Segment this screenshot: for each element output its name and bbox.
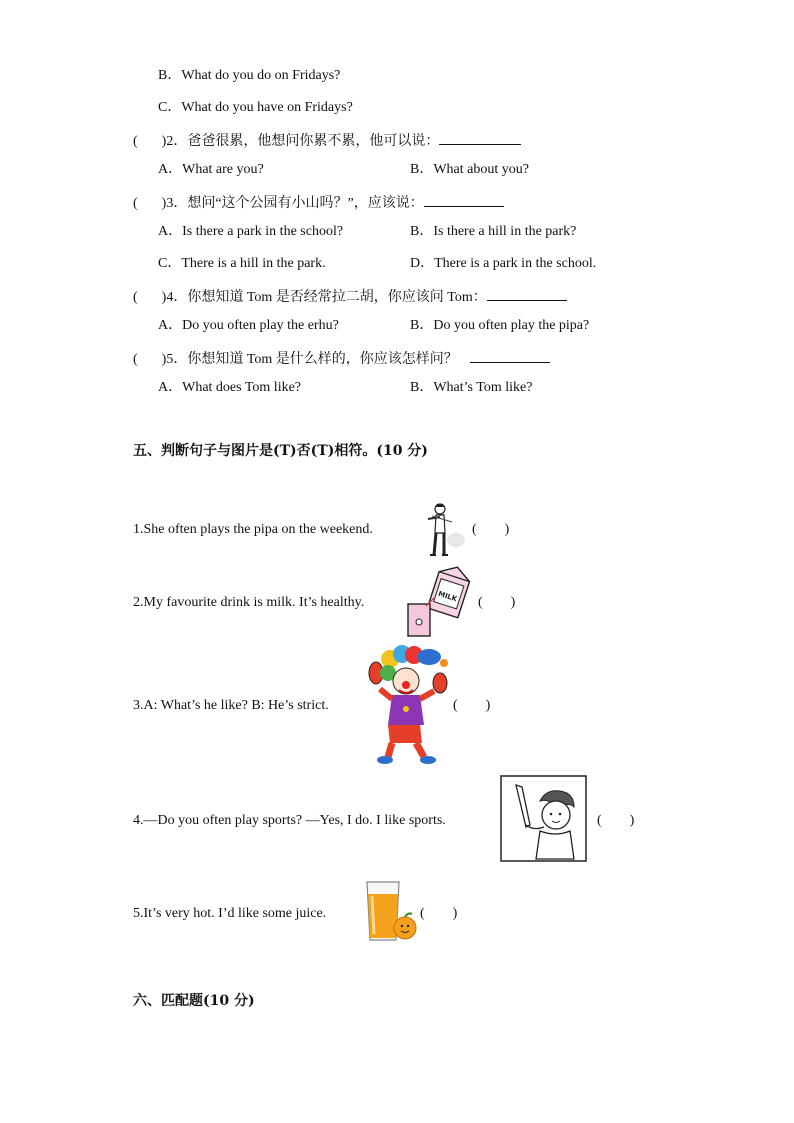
question-stem: 3．想问“这个公园有小山吗？”，应该说： [166,196,424,211]
answer-blank[interactable] [487,286,567,301]
question-3 [133,192,504,213]
answer-paren[interactable]: ( ) [478,595,516,610]
answer-blank[interactable] [424,192,504,207]
judge-sentence-1: 1.She often plays the pipa on the weekend. [133,522,373,537]
option-a: A．What are you? [158,162,264,177]
option-c-prev: C．What do you have on Fridays? [158,100,353,115]
option-b: B．What’s Tom like? [410,380,533,395]
judge-sentence-2: 2.My favourite drink is milk. It’s healthy. [133,595,365,610]
question-5 [133,348,550,369]
answer-paren-open: ( [133,134,138,149]
answer-paren-close: ) [161,134,167,149]
option-d: D．There is a park in the school. [410,256,597,271]
question-stem: 5．你想知道 Tom 是什么样的，你应该怎样问？ [166,352,458,367]
answer-paren[interactable]: ( ) [420,906,458,921]
section-heading: 六、匹配题(10 分) [133,993,255,1009]
question-2 [133,130,521,151]
answer-paren-close: ) [161,196,167,211]
option-a: A．Do you often play the erhu? [158,318,339,333]
option-b: B．What about you? [410,162,529,177]
answer-paren-open: ( [133,290,138,305]
answer-paren[interactable]: ( ) [472,522,510,537]
answer-paren-open: ( [133,196,138,211]
question-stem: 4．你想知道 Tom 是否经常拉二胡，你应该问 Tom： [166,290,487,305]
question-stem: 2．爸爸很累，他想问你累不累，他可以说： [166,134,440,149]
clown-icon [366,643,452,765]
option-b-prev: B．What do you do on Fridays? [158,68,341,83]
carton-label: MILK [437,589,459,604]
option-b: B．Is there a hill in the park? [410,224,577,239]
option-c: C．There is a hill in the park. [158,256,326,271]
judge-sentence-4: 4.—Do you often play sports? —Yes, I do. I like sports. [133,813,446,828]
answer-paren[interactable]: ( ) [453,698,491,713]
judge-sentence-3: 3.A: What’s he like? B: He’s strict. [133,698,329,713]
violin-player-icon [418,500,468,558]
question-4 [133,286,567,307]
answer-blank[interactable] [470,348,550,363]
option-a: A．What does Tom like? [158,380,302,395]
boy-baseball-icon [500,775,588,863]
answer-paren-close: ) [161,290,167,305]
milk-carton-icon [404,562,476,640]
answer-paren[interactable]: ( ) [597,813,635,828]
orange-juice-icon [362,878,418,944]
judge-sentence-5: 5.It’s very hot. I’d like some juice. [133,906,327,921]
answer-paren-open: ( [133,352,138,367]
answer-blank[interactable] [439,130,521,145]
option-b: B．Do you often play the pipa? [410,318,590,333]
answer-paren-close: ) [161,352,167,367]
section-heading: 五、判断句子与图片是(T)否(T)相符。(10 分) [133,443,428,459]
option-a: A．Is there a park in the school? [158,224,344,239]
